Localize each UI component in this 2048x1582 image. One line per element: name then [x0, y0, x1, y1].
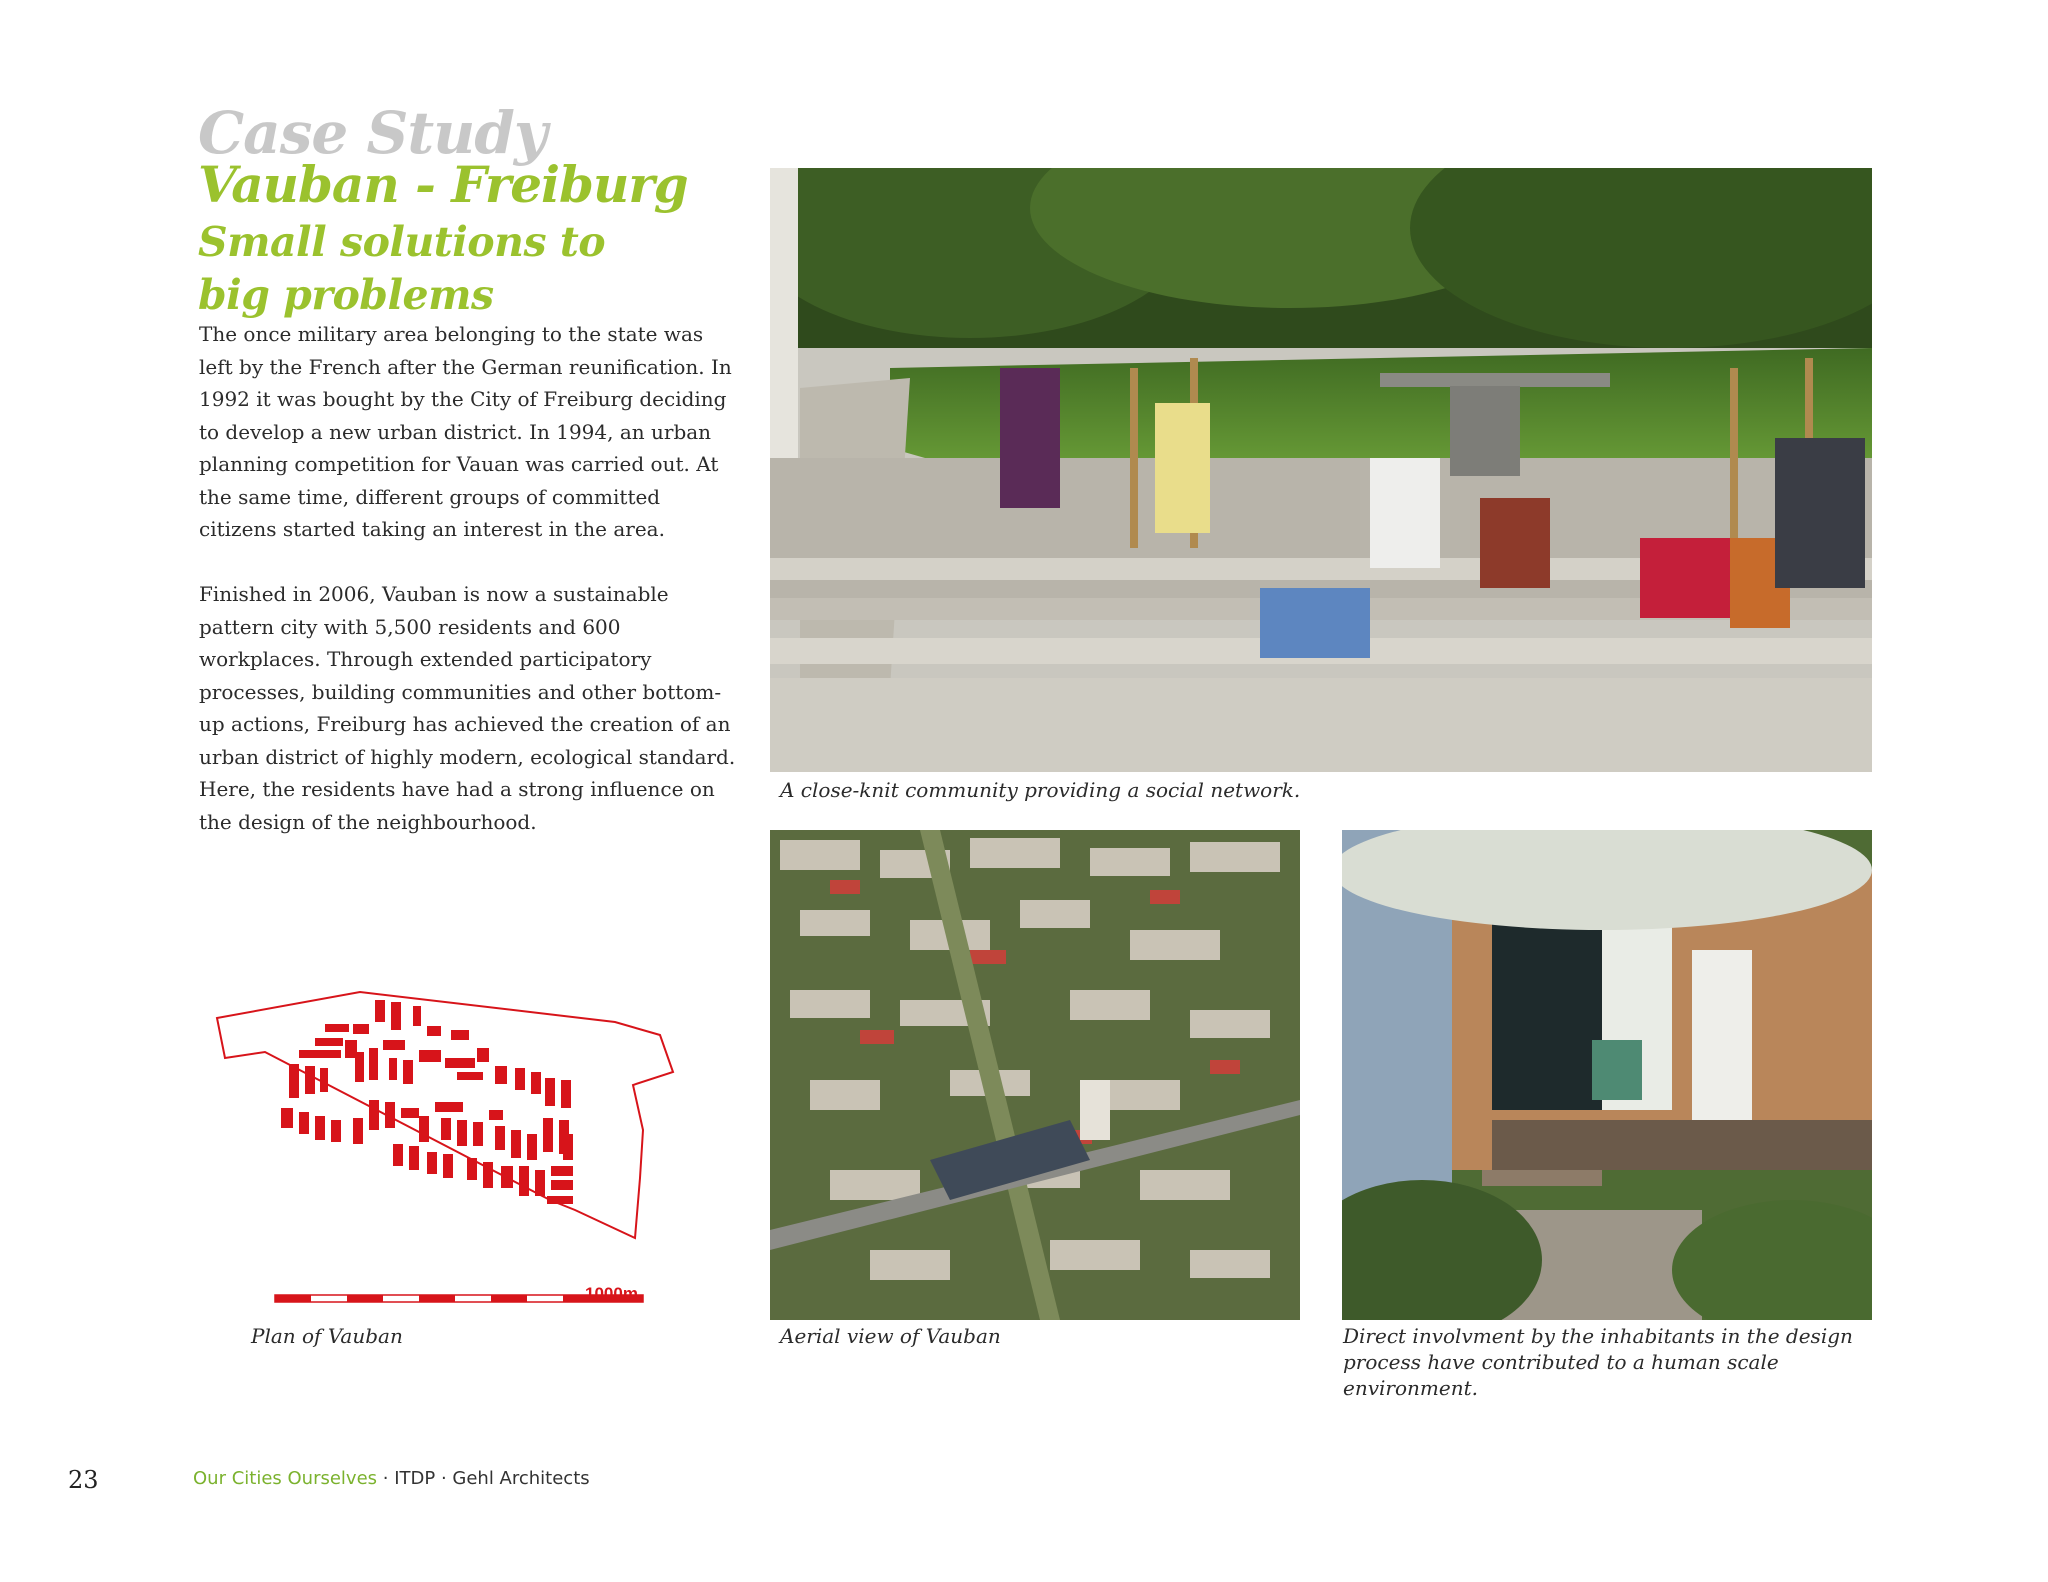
aerial-caption: Aerial view of Vauban — [780, 1324, 1001, 1348]
paragraph-2: Finished in 2006, Vauban is now a sustainable pattern city with 5,500 residents and 600 workplaces. Through extended participatory processes, building communities and other bottom-up actions, Freiburg has achieved the creation of an urban district of highly modern, ecological standard. Here, the residents have had a strong influence on the design of the neighbourhood. — [199, 582, 736, 834]
page-title: Vauban - Freiburg — [198, 155, 688, 214]
page-number: 23 — [68, 1466, 99, 1494]
community-caption: A close-knit community providing a social network. — [780, 778, 1301, 802]
vauban-plan-diagram — [205, 940, 675, 1320]
aerial-photo — [770, 830, 1300, 1320]
house-caption: Direct involvment by the inhabitants in the design process have contributed to a human scale environment. — [1343, 1324, 1853, 1400]
footer-credit — [193, 1468, 590, 1489]
page-subtitle: Small solutions to big problems — [198, 218, 606, 319]
paragraph-1: The once military area belonging to the state was left by the French after the German reunification. In 1992 it was bought by the City of Freiburg deciding to develop a new urban district. In 1994, an urban planning competition for Vauan was carried out. At the same time, different groups of committed citizens started taking an interest in the area. — [199, 322, 732, 541]
body-text — [199, 318, 739, 871]
plan-caption: Plan of Vauban — [251, 1324, 403, 1348]
kicker-title: Case Study — [198, 99, 547, 167]
house-photo — [1342, 830, 1872, 1320]
building-blocks — [281, 1000, 573, 1204]
community-photo — [770, 168, 1872, 772]
footer-partners: · ITDP · Gehl Architects — [377, 1468, 590, 1489]
footer-publication: Our Cities Ourselves — [193, 1468, 378, 1489]
scale-label: 1000m — [585, 1284, 638, 1303]
